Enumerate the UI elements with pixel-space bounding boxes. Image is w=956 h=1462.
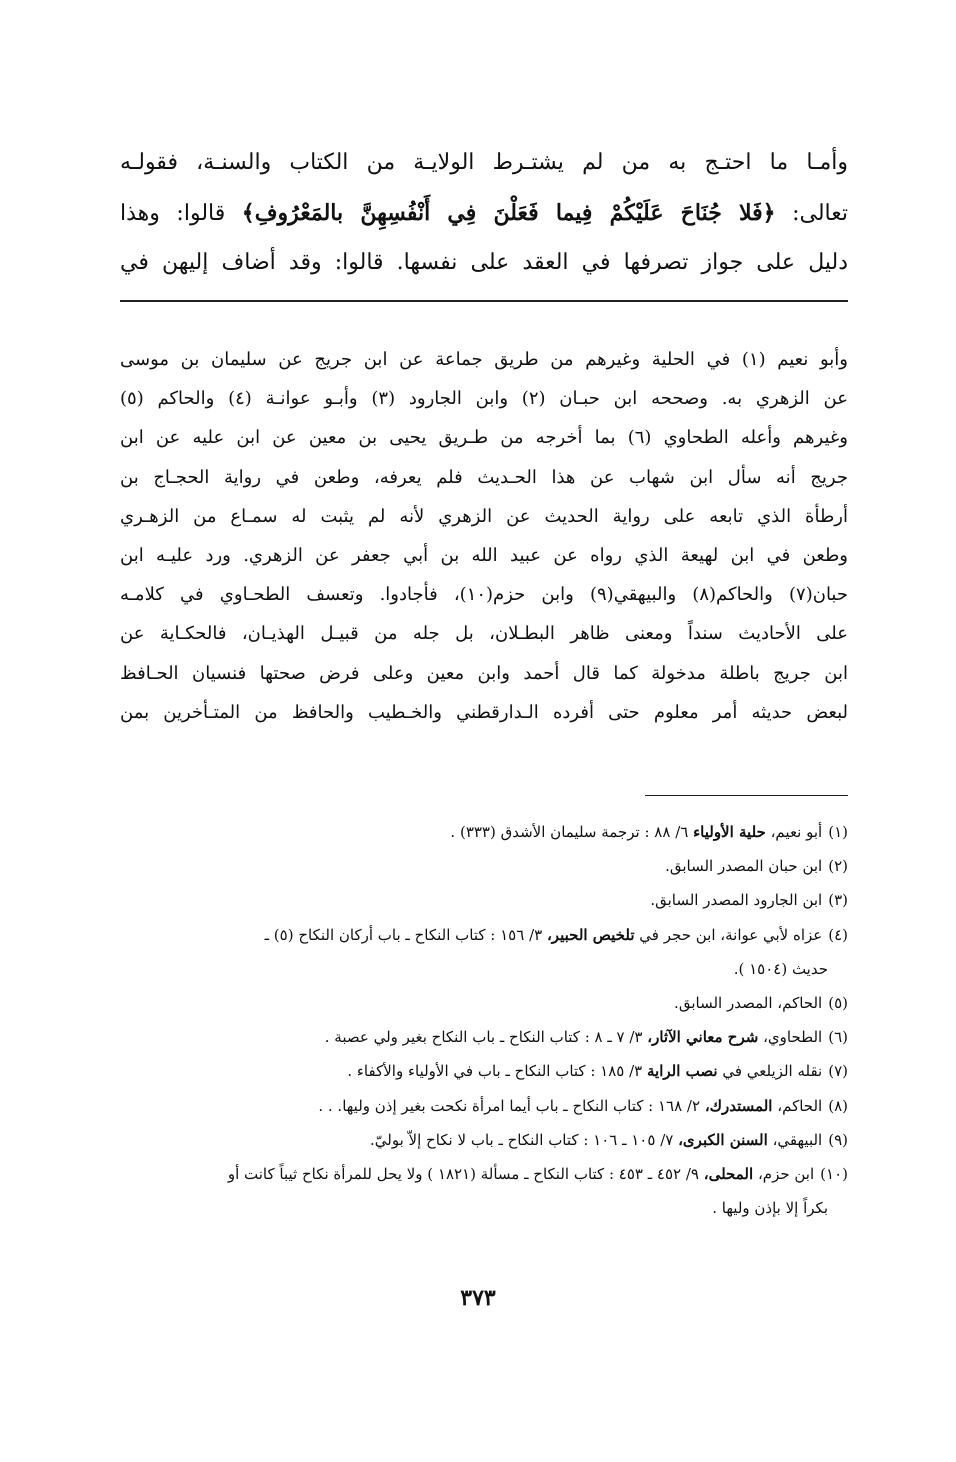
footnote-text: الطحاوي،	[763, 1028, 823, 1047]
commentary-line: لبعض حديثه أمر معلوم حتى أفرده الـدارقطني والخـطيب والحافظ من المتـأخرين بمن	[120, 701, 848, 723]
footnote-text: ابن الجارود المصدر السابق.	[650, 891, 823, 910]
footnote-line	[110, 883, 848, 917]
footnote-text: بكراً إلا بإذن وليها .	[712, 1199, 828, 1218]
footnote-number: (٥)	[828, 993, 848, 1012]
commentary-line: أرطأة الذي تابعه على رواية الحديث عن الزهري لأنه لم يثبت له سمـاع من الزهـري	[120, 505, 848, 527]
footnote-number: (٦)	[828, 1028, 848, 1047]
footnote-number: (٢)	[828, 857, 848, 876]
footnote-source-title: المستدرك،	[704, 1096, 773, 1115]
footnote-source-title: تلخيص الحبير،	[546, 925, 635, 944]
footnote-line	[110, 1089, 848, 1123]
main-text-block	[120, 138, 848, 288]
footnote-line	[110, 1123, 848, 1157]
footnote-line	[110, 1054, 848, 1088]
footnote-text: أبو نعيم،	[770, 823, 823, 841]
footnote-line	[110, 849, 848, 883]
footnote-reference: ٧/ ١٠٥ ـ ١٠٦ : كتاب النكاح ـ باب لا نكاح إلاّ بوليّ.	[370, 1130, 674, 1149]
footnote-reference: ٦/ ٨٨ : ترجمة سليمان الأشدق (٣٣٣) .	[450, 823, 689, 841]
commentary-block	[120, 340, 848, 732]
footnote-source-title: شرح معاني الآثار،	[647, 1028, 759, 1047]
footnote-source-title: نصب الراية	[647, 1062, 718, 1081]
footnote-text: الحاكم،	[777, 1096, 823, 1115]
footnote-source-title: السنن الكبرى،	[678, 1130, 768, 1149]
footnote-line	[110, 952, 848, 986]
footnote-divider	[645, 795, 848, 796]
main-text-line-2-end: قالوا: وهذا	[120, 201, 226, 226]
footnote-reference: ٢/ ١٦٨ : كتاب النكاح ـ باب أيما امرأة نكحت بغير إذن وليها. . .	[318, 1096, 701, 1115]
footnote-line	[110, 1020, 848, 1054]
footnote-line	[110, 986, 848, 1020]
main-text-line-2	[120, 188, 848, 238]
footnote-text: ابن حزم،	[757, 1164, 815, 1183]
commentary-line: حبان(٧) والحاكم(٨) والبيهقي(٩) وابن حزم(١٠)، فأجادوا. وتعسف الطحـاوي في كلامـه	[120, 584, 848, 606]
main-text-line-2-start: تعالى:	[792, 201, 848, 226]
footnote-number: (٣)	[828, 891, 848, 910]
commentary-line: وغيرهم وأعله الطحاوي (٦) بما أخرجه من طـريق يحيى بن معين عن ابن عليه عن ابن	[120, 427, 848, 449]
footnote-number: (٩)	[828, 1130, 848, 1149]
quran-verse: ﴿فَلا جُنَاحَ عَلَيْكُمْ فِيما فَعَلْنَ فِي أَنْفُسِهِنَّ بالمَعْرُوفِ﴾	[241, 200, 776, 226]
main-text-line-3: دليل على جواز تصرفها في العقد على نفسها. قالوا: وقد أضاف إليهن في	[120, 250, 848, 275]
commentary-line: على الأحاديث سنداً ومعنى ظاهر البطـلان، بل جله من قبيـل الهذيـان، فالحكـاية عن	[120, 623, 848, 645]
footnote-text: البيهقي،	[772, 1130, 823, 1149]
section-divider	[120, 300, 848, 302]
commentary-line: جريج أنه سأل ابن شهاب عن هذا الحـديث فلم يعرفه، وطعن في رواية الحجـاج بن	[120, 466, 848, 488]
footnote-source-title: المحلى،	[703, 1164, 754, 1183]
footnote-line	[110, 918, 848, 952]
footnote-reference: ٣/ ١٥٦ : كتاب النكاح ـ باب أركان النكاح (٥) ـ	[264, 925, 543, 944]
footnote-number: (٤)	[828, 925, 848, 944]
footnote-text: حديث (١٥٠٤ ).	[733, 959, 828, 978]
page-number: ٣٧٣	[460, 1285, 496, 1311]
footnote-reference: ٣/ ٧ ـ ٨ : كتاب النكاح ـ باب النكاح بغير ولي عصبة .	[324, 1028, 643, 1047]
footnote-line	[110, 1157, 848, 1191]
footnotes-block	[110, 815, 848, 1225]
footnote-number: (١٠)	[820, 1164, 848, 1183]
footnote-text: الحاكم، المصدر السابق.	[674, 993, 823, 1012]
commentary-line: وأبو نعيم (١) في الحلية وغيرهم من طريق جماعة عن ابن جريج عن سليمان بن موسى	[120, 349, 849, 370]
footnote-reference: ٩/ ٤٥٢ ـ ٤٥٣ : كتاب النكاح ـ مسألة (١٨٢١ ) ولا يحل للمرأة نكاح ثيباً كانت أو	[227, 1164, 699, 1183]
footnote-reference: ٣/ ١٨٥ : كتاب النكاح ـ باب في الأولياء والأكفاء .	[347, 1062, 643, 1081]
commentary-line: عن الزهري به. وصححه ابن حبـان (٢) وابن الجارود (٣) وأبـو عوانـة (٤) والحاكم (٥)	[120, 388, 848, 410]
footnote-line	[110, 815, 848, 849]
footnote-number: (١)	[828, 823, 848, 841]
main-text-line-1: وأمـا ما احتـج به من لم يشتـرط الولايـة من الكتاب والسنـة، فقولـه	[120, 150, 849, 175]
commentary-line: ابن جريج باطلة مدخولة كما قال أحمد وابن معين وعلى فرض صحتها فنسيان الحـافظ	[120, 662, 848, 684]
footnote-number: (٧)	[828, 1062, 848, 1081]
footnote-text: نقله الزيلعي في	[722, 1062, 823, 1081]
footnote-number: (٨)	[828, 1096, 848, 1115]
footnote-line	[110, 1191, 848, 1225]
commentary-line: وطعن في ابن لهيعة الذي رواه عن عبيد الله بن أبي جعفر عن الزهري. ورد عليـه ابن	[120, 544, 848, 566]
footnote-text: عزاه لأبي عوانة، ابن حجر في	[639, 925, 823, 944]
footnote-text: ابن حبان المصدر السابق.	[665, 857, 823, 876]
footnote-source-title: حلية الأولياء	[693, 823, 766, 841]
